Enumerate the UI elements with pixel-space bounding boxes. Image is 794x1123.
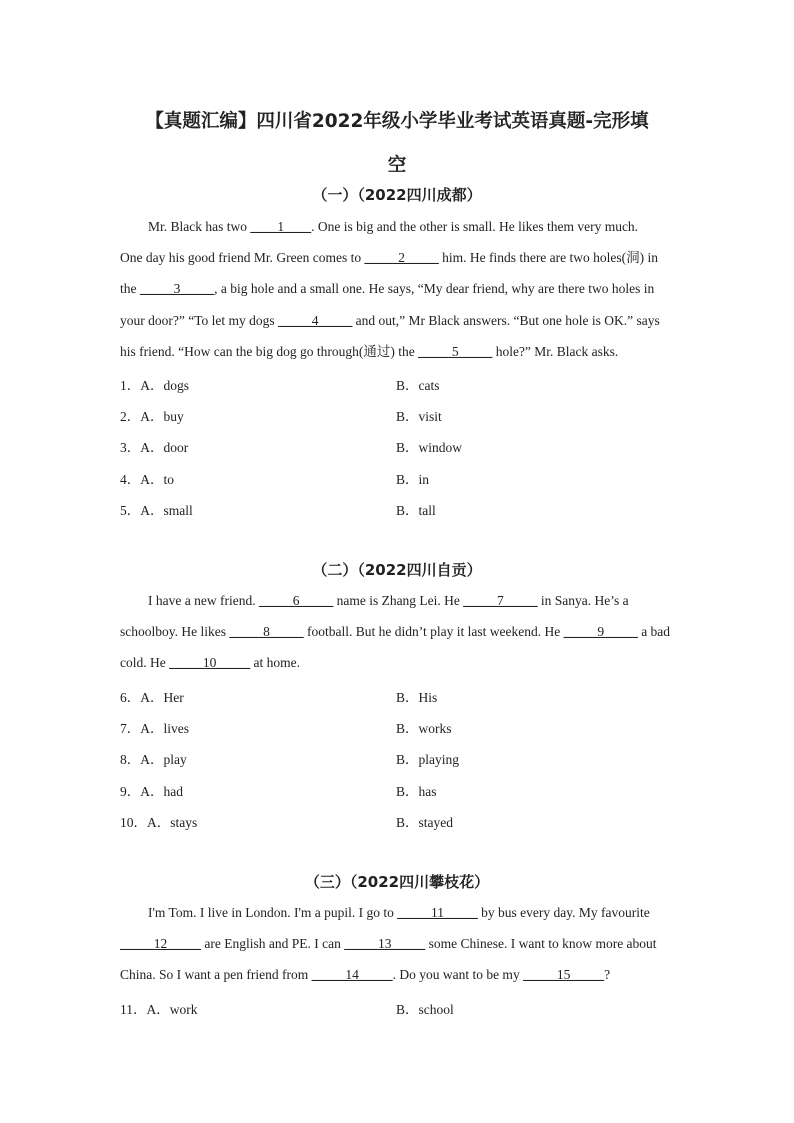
option-a: 8．A．play — [120, 752, 187, 767]
passage-line: schoolboy. He likes _____8_____ football. But he didn’t play it last weekend. He _____9_____ a bad — [120, 624, 671, 640]
passage-line: One day his good friend Mr. Green comes to _____2_____ him. He finds there are two holes(洞) in — [120, 250, 659, 266]
option-a: 5．A．small — [120, 503, 193, 518]
option-a: 1．A．dogs — [120, 378, 190, 393]
option-row — [120, 468, 676, 488]
passage-2 — [120, 585, 676, 679]
option-row — [120, 998, 676, 1018]
blank-4: _____4_____ — [278, 312, 353, 328]
option-a: 10．A．stays — [120, 815, 198, 830]
passage-line: _____12_____ are English and PE. I can _____13_____ some Chinese. I want to know more about — [120, 936, 657, 952]
blank-15: _____15_____ — [523, 967, 605, 983]
document-title — [100, 100, 694, 188]
blank-3: _____3_____ — [139, 281, 215, 297]
passage-1 — [120, 211, 676, 367]
section-heading-1: （一）（2022四川成都） — [312, 186, 482, 204]
blank-12: _____12_____ — [120, 936, 201, 952]
option-a: 6．A．Her — [120, 690, 184, 705]
option-row — [120, 811, 676, 831]
option-row — [120, 686, 676, 706]
blank-8: _____8_____ — [229, 624, 304, 640]
blank-7: _____7_____ — [463, 593, 538, 608]
option-b: B．in — [396, 472, 430, 487]
title-line-2: 空 — [387, 155, 407, 176]
option-row — [120, 717, 676, 737]
blank-11: _____11_____ — [397, 905, 478, 920]
passage-line: cold. He _____10_____ at home. — [120, 655, 300, 671]
option-a: 3．A．door — [120, 440, 189, 455]
option-row — [120, 374, 676, 394]
blank-2: _____2_____ — [364, 250, 439, 266]
option-row — [120, 436, 676, 456]
blank-14: _____14_____ — [311, 967, 393, 983]
passage-line: his friend. “How can the big dog go through(通过) the _____5_____ hole?” Mr. Black asks. — [120, 343, 619, 359]
passage-3 — [120, 897, 676, 991]
option-b: B．cats — [396, 378, 440, 393]
option-row — [120, 748, 676, 768]
option-a: 9．A．had — [120, 784, 183, 799]
title-line-1: 【真题汇编】四川省2022年级小学毕业考试英语真题-完形填 — [145, 111, 649, 132]
section-heading-3: （三）（2022四川攀枝花） — [304, 873, 490, 891]
section-heading-2: （二）（2022四川自贡） — [312, 561, 482, 579]
option-a: 2．A．buy — [120, 409, 184, 424]
passage-line: your door?” “To let my dogs _____4_____ and out,” Mr Black answers. “But one hole is OK.” says — [120, 312, 660, 328]
blank-9: _____9_____ — [563, 624, 638, 640]
option-b: B．visit — [396, 409, 442, 424]
blank-10: _____10_____ — [169, 655, 251, 671]
blank-13: _____13_____ — [344, 936, 426, 952]
blank-1: ____1____ — [250, 219, 312, 234]
passage-line: China. So I want a pen friend from _____14_____. Do you want to be my _____15_____? — [120, 967, 611, 983]
blank-5: _____5_____ — [418, 343, 493, 359]
option-a: 11．A．work — [120, 1002, 198, 1017]
passage-line: I have a new friend. _____6_____ name is Zhang Lei. He _____7_____ in Sanya. He’s a — [148, 593, 629, 608]
passage-line: I'm Tom. I live in London. I'm a pupil. I go to _____11_____ by bus every day. My favourite — [148, 905, 650, 920]
passage-line: the _____3_____, a big hole and a small one. He says, “My dear friend, why are there two holes in — [120, 281, 655, 297]
option-b: B．has — [396, 784, 437, 799]
option-b: B．stayed — [396, 815, 453, 830]
option-b: B．school — [396, 1002, 454, 1017]
option-b: B．tall — [396, 503, 436, 518]
option-b: B．His — [396, 690, 438, 705]
option-b: B．works — [396, 721, 452, 736]
blank-6: _____6_____ — [258, 593, 334, 608]
option-b: B．playing — [396, 752, 459, 767]
option-row — [120, 405, 676, 425]
option-a: 7．A．lives — [120, 721, 189, 736]
option-a: 4．A．to — [120, 472, 174, 487]
option-row — [120, 780, 676, 800]
option-row — [120, 499, 676, 519]
option-b: B．window — [396, 440, 463, 455]
passage-line: Mr. Black has two ____1____. One is big and the other is small. He likes them very much. — [148, 219, 639, 234]
